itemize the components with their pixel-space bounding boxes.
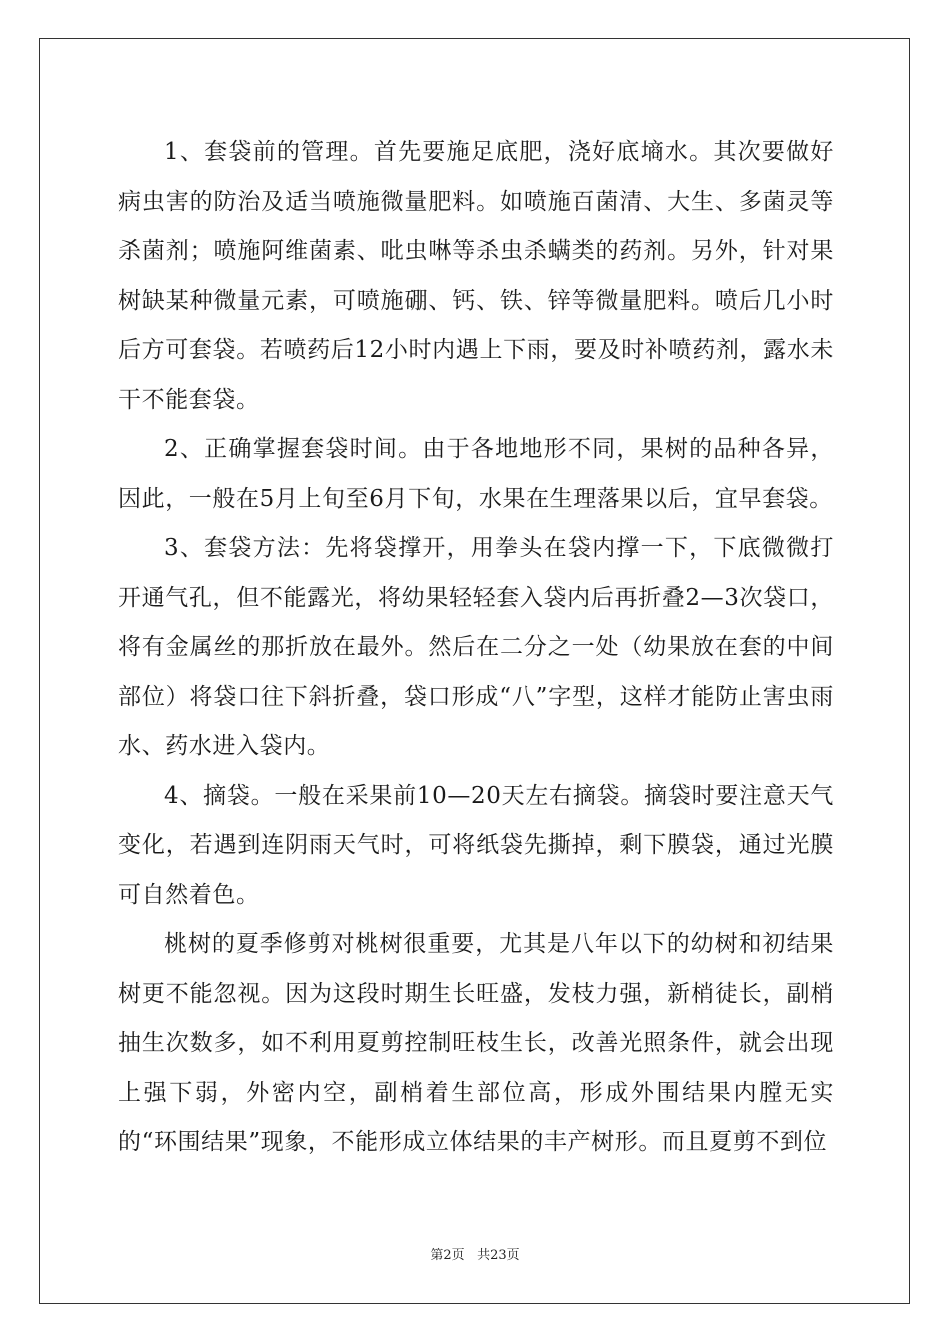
paragraph-bagging-method: 3、套袋方法：先将袋撑开，用拳头在袋内撑一下，下底微微打开通气孔，但不能露光，将幼果轻轻套入袋内后再折叠2—3次袋口，将有金属丝的那折放在最外。然后在二分之一处（幼果放在套的中间部位）将袋口往下斜折叠，袋口形成“八”字型，这样才能防止害虫雨水、药水进入袋内。 xyxy=(118,535,834,759)
paragraph-bag-removal: 4、摘袋。一般在采果前10—20天左右摘袋。摘袋时要注意天气变化，若遇到连阴雨天气时，可将纸袋先撕掉，剩下膜袋，通过光膜可自然着色。 xyxy=(118,782,834,908)
page-number: 第2页 xyxy=(430,1248,465,1263)
page-footer xyxy=(0,1248,950,1264)
paragraph-bagging-prep: 1、套袋前的管理。首先要施足底肥，浇好底墒水。其次要做好病虫害的防治及适当喷施微量肥料。如喷施百菌清、大生、多菌灵等杀菌剂；喷施阿维菌素、吡虫啉等杀虫杀螨类的药剂。另外，针对果树缺某种微量元素，可喷施硼、钙、铁、锌等微量肥料。喷后几小时后方可套袋。若喷药后12小时内遇上下雨，要及时补喷药剂，露水未干不能套袋。 xyxy=(118,139,834,413)
page-total: 共23页 xyxy=(477,1248,520,1263)
paragraph-bagging-timing: 2、正确掌握套袋时间。由于各地地形不同，果树的品种各异，因此，一般在5月上旬至6月下旬，水果在生理落果以后，宜早套袋。 xyxy=(118,436,834,512)
paragraph-summer-pruning: 桃树的夏季修剪对桃树很重要，尤其是八年以下的幼树和初结果树更不能忽视。因为这段时期生长旺盛，发枝力强，新梢徒长，副梢抽生次数多，如不利用夏剪控制旺枝生长，改善光照条件，就会出现上强下弱，外密内空，副梢着生部位高，形成外围结果内膛无实的“环围结果”现象，不能形成立体结果的丰产树形。而且夏剪不到位 xyxy=(118,931,834,1155)
document-body xyxy=(118,128,834,1168)
